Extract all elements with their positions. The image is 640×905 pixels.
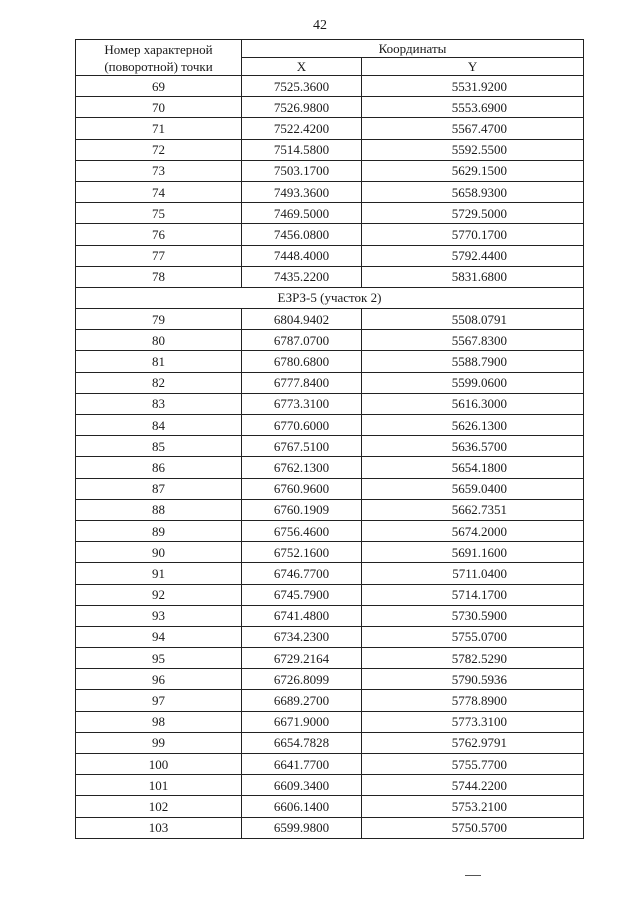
x-coordinate-cell: 6762.1300	[242, 457, 362, 478]
table-row	[76, 605, 584, 626]
x-coordinate-cell: 6729.2164	[242, 648, 362, 669]
x-coordinate-cell: 6745.7900	[242, 584, 362, 605]
table-row	[76, 626, 584, 647]
table-row	[76, 796, 584, 817]
x-coordinate-cell: 7435.2200	[242, 266, 362, 287]
table-row	[76, 457, 584, 478]
y-coordinate-cell: 5730.5900	[362, 605, 584, 626]
table-row	[76, 139, 584, 160]
table-body	[76, 76, 584, 839]
x-coordinate-cell: 6760.9600	[242, 478, 362, 499]
point-number-cell: 73	[76, 160, 242, 181]
y-coordinate-cell: 5714.1700	[362, 584, 584, 605]
y-coordinate-cell: 5782.5290	[362, 648, 584, 669]
y-coordinate-cell: 5658.9300	[362, 181, 584, 202]
point-number-cell: 96	[76, 669, 242, 690]
table-row	[76, 690, 584, 711]
y-coordinate-cell: 5508.0791	[362, 309, 584, 330]
table-row	[76, 669, 584, 690]
y-coordinate-cell: 5711.0400	[362, 563, 584, 584]
point-number-cell: 72	[76, 139, 242, 160]
x-coordinate-cell: 6760.1909	[242, 499, 362, 520]
point-number-cell: 84	[76, 415, 242, 436]
table-row	[76, 520, 584, 541]
point-number-cell: 69	[76, 76, 242, 97]
table-header	[76, 40, 584, 76]
x-coordinate-cell: 6599.9800	[242, 817, 362, 838]
point-number-cell: 80	[76, 330, 242, 351]
table-row	[76, 478, 584, 499]
point-number-cell: 82	[76, 372, 242, 393]
x-coordinate-cell: 7526.9800	[242, 97, 362, 118]
table-row	[76, 648, 584, 669]
y-coordinate-cell: 5790.5936	[362, 669, 584, 690]
x-coordinate-cell: 7448.4000	[242, 245, 362, 266]
y-coordinate-cell: 5750.5700	[362, 817, 584, 838]
x-coordinate-cell: 7469.5000	[242, 203, 362, 224]
y-coordinate-cell: 5753.2100	[362, 796, 584, 817]
point-number-cell: 81	[76, 351, 242, 372]
table-row	[76, 775, 584, 796]
x-coordinate-cell: 6767.5100	[242, 436, 362, 457]
coordinates-table	[75, 39, 584, 839]
y-coordinate-cell: 5744.2200	[362, 775, 584, 796]
point-number-cell: 99	[76, 732, 242, 753]
y-coordinate-cell: 5654.1800	[362, 457, 584, 478]
x-coordinate-cell: 6654.7828	[242, 732, 362, 753]
footer-mark	[465, 875, 481, 876]
point-number-cell: 76	[76, 224, 242, 245]
point-number-cell: 102	[76, 796, 242, 817]
point-number-cell: 89	[76, 520, 242, 541]
y-coordinate-cell: 5626.1300	[362, 415, 584, 436]
x-coordinate-cell: 6671.9000	[242, 711, 362, 732]
point-number-cell: 74	[76, 181, 242, 202]
x-coordinate-cell: 6804.9402	[242, 309, 362, 330]
y-coordinate-cell: 5674.2000	[362, 520, 584, 541]
y-coordinate-cell: 5691.1600	[362, 542, 584, 563]
point-number-cell: 97	[76, 690, 242, 711]
table-row	[76, 436, 584, 457]
y-coordinate-cell: 5629.1500	[362, 160, 584, 181]
y-coordinate-cell: 5762.9791	[362, 732, 584, 753]
point-number-cell: 85	[76, 436, 242, 457]
table-row	[76, 97, 584, 118]
point-number-cell: 93	[76, 605, 242, 626]
header-row-top	[76, 40, 584, 58]
x-coordinate-cell: 6787.0700	[242, 330, 362, 351]
x-coordinate-cell: 6641.7700	[242, 754, 362, 775]
x-coordinate-cell: 6752.1600	[242, 542, 362, 563]
table-row	[76, 224, 584, 245]
table-row	[76, 351, 584, 372]
table-row	[76, 711, 584, 732]
table-row	[76, 732, 584, 753]
y-coordinate-cell: 5636.5700	[362, 436, 584, 457]
table-row	[76, 563, 584, 584]
y-coordinate-cell: 5755.0700	[362, 626, 584, 647]
table-row	[76, 309, 584, 330]
x-coordinate-cell: 7503.1700	[242, 160, 362, 181]
x-coordinate-cell: 6756.4600	[242, 520, 362, 541]
point-number-cell: 87	[76, 478, 242, 499]
point-number-cell: 86	[76, 457, 242, 478]
table-row	[76, 754, 584, 775]
table-row	[76, 542, 584, 563]
x-coordinate-cell: 6741.4800	[242, 605, 362, 626]
y-coordinate-cell: 5773.3100	[362, 711, 584, 732]
y-coordinate-cell: 5659.0400	[362, 478, 584, 499]
x-coordinate-cell: 6773.3100	[242, 393, 362, 414]
x-coordinate-cell: 6689.2700	[242, 690, 362, 711]
point-number-cell: 78	[76, 266, 242, 287]
table-row	[76, 499, 584, 520]
table-row	[76, 181, 584, 202]
table-row	[76, 817, 584, 838]
table-row	[76, 118, 584, 139]
point-number-cell: 98	[76, 711, 242, 732]
page-number: 42	[313, 18, 327, 33]
point-number-cell: 92	[76, 584, 242, 605]
x-coordinate-cell: 6746.7700	[242, 563, 362, 584]
y-coordinate-cell: 5831.6800	[362, 266, 584, 287]
header-point-number: Номер характерной (поворотной) точки	[76, 40, 242, 76]
table-row	[76, 245, 584, 266]
table-row	[76, 330, 584, 351]
y-coordinate-cell: 5599.0600	[362, 372, 584, 393]
y-coordinate-cell: 5592.5500	[362, 139, 584, 160]
y-coordinate-cell: 5755.7700	[362, 754, 584, 775]
x-coordinate-cell: 6606.1400	[242, 796, 362, 817]
point-number-cell: 91	[76, 563, 242, 584]
y-coordinate-cell: 5567.4700	[362, 118, 584, 139]
point-number-cell: 71	[76, 118, 242, 139]
table-row	[76, 372, 584, 393]
x-coordinate-cell: 6777.8400	[242, 372, 362, 393]
x-coordinate-cell: 6770.6000	[242, 415, 362, 436]
point-number-cell: 100	[76, 754, 242, 775]
x-coordinate-cell: 6780.6800	[242, 351, 362, 372]
table-row	[76, 76, 584, 97]
point-number-cell: 70	[76, 97, 242, 118]
point-number-cell: 94	[76, 626, 242, 647]
point-number-cell: 103	[76, 817, 242, 838]
table-row	[76, 266, 584, 287]
point-number-cell: 77	[76, 245, 242, 266]
header-y: Y	[362, 58, 584, 76]
x-coordinate-cell: 6726.8099	[242, 669, 362, 690]
point-number-cell: 95	[76, 648, 242, 669]
y-coordinate-cell: 5531.9200	[362, 76, 584, 97]
x-coordinate-cell: 7522.4200	[242, 118, 362, 139]
header-coordinates: Координаты	[242, 40, 584, 58]
table-row	[76, 160, 584, 181]
y-coordinate-cell: 5616.3000	[362, 393, 584, 414]
point-number-cell: 79	[76, 309, 242, 330]
point-number-cell: 83	[76, 393, 242, 414]
x-coordinate-cell: 7514.5800	[242, 139, 362, 160]
x-coordinate-cell: 6734.2300	[242, 626, 362, 647]
point-number-cell: 90	[76, 542, 242, 563]
y-coordinate-cell: 5770.1700	[362, 224, 584, 245]
y-coordinate-cell: 5567.8300	[362, 330, 584, 351]
y-coordinate-cell: 5729.5000	[362, 203, 584, 224]
point-number-cell: 75	[76, 203, 242, 224]
table-row	[76, 415, 584, 436]
x-coordinate-cell: 6609.3400	[242, 775, 362, 796]
y-coordinate-cell: 5778.8900	[362, 690, 584, 711]
section-row	[76, 287, 584, 308]
section-title: ЕЗРЗ-5 (участок 2)	[76, 287, 584, 308]
x-coordinate-cell: 7456.0800	[242, 224, 362, 245]
point-number-cell: 101	[76, 775, 242, 796]
x-coordinate-cell: 7493.3600	[242, 181, 362, 202]
y-coordinate-cell: 5553.6900	[362, 97, 584, 118]
y-coordinate-cell: 5792.4400	[362, 245, 584, 266]
x-coordinate-cell: 7525.3600	[242, 76, 362, 97]
point-number-cell: 88	[76, 499, 242, 520]
table-row	[76, 393, 584, 414]
table-row	[76, 203, 584, 224]
y-coordinate-cell: 5588.7900	[362, 351, 584, 372]
header-x: X	[242, 58, 362, 76]
y-coordinate-cell: 5662.7351	[362, 499, 584, 520]
table-row	[76, 584, 584, 605]
